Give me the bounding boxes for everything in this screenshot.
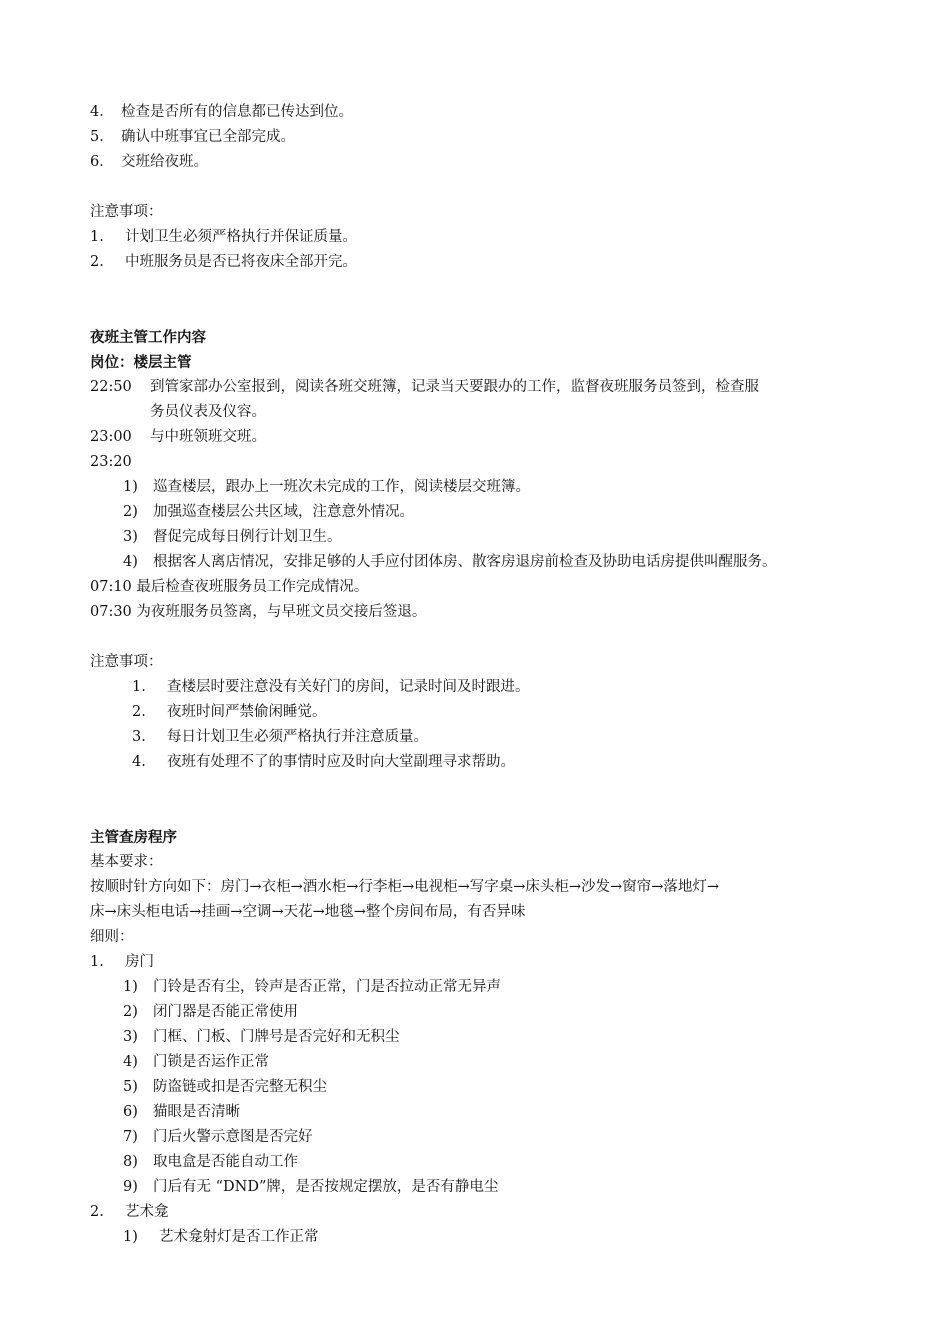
time-entry: 23:20 (90, 454, 132, 470)
note-item: 3. 每日计划卫生必须严格执行并注意质量。 (132, 729, 428, 745)
niche-check-item: 1) 艺术龛射灯是否工作正常 (123, 1229, 319, 1245)
sub-item: 3) 督促完成每日例行计划卫生。 (123, 529, 342, 545)
step-item: 5． 确认中班事宜已全部完成。 (90, 129, 295, 145)
door-check-item: 7) 门后火警示意图是否完好 (123, 1129, 313, 1145)
step-item: 6． 交班给夜班。 (90, 154, 208, 170)
time-entry: 23:00 与中班领班交班。 (90, 429, 266, 445)
note-item: 4. 夜班有处理不了的事情时应及时向大堂副理寻求帮助。 (132, 754, 515, 770)
note-item: 1. 计划卫生必须严格执行并保证质量。 (90, 229, 357, 245)
detail-item: 1. 房门 (90, 954, 154, 970)
detail-item: 2. 艺术龛 (90, 1204, 169, 1220)
section-title: 夜班主管工作内容 (90, 329, 206, 346)
requirements-text: 床→床头柜电话→挂画→空调→天花→地毯→整个房间布局，有否异味 (90, 904, 526, 920)
sub-item: 2) 加强巡查楼层公共区域，注意意外情况。 (123, 504, 414, 520)
requirements-text: 按顺时针方向如下：房门→衣柜→酒水柜→行李柜→电视柜→写字桌→床头柜→沙发→窗帘→落地灯→ (90, 879, 719, 895)
note-item: 1. 查楼层时要注意没有关好门的房间，记录时间及时跟进。 (132, 679, 530, 695)
door-check-item: 4) 门锁是否运作正常 (123, 1054, 269, 1070)
time-entry-continuation: 务员仪表及仪容。 (150, 404, 266, 420)
door-check-item: 5) 防盗链或扣是否完整无积尘 (123, 1079, 327, 1095)
step-item: 4． 检查是否所有的信息都已传达到位。 (90, 104, 353, 120)
door-check-item: 2) 闭门器是否能正常使用 (123, 1004, 298, 1020)
sub-item: 1) 巡查楼层，跟办上一班次未完成的工作，阅读楼层交班簿。 (123, 479, 530, 495)
requirements-title: 基本要求： (90, 854, 163, 870)
notes-title: 注意事项： (90, 654, 163, 670)
time-entry: 22:50 到管家部办公室报到，阅读各班交班簿，记录当天要跟办的工作，监督夜班服务员签到，检查服 (90, 379, 759, 395)
door-check-item: 9) 门后有无 “DND”牌，是否按规定摆放，是否有静电尘 (123, 1179, 499, 1195)
time-entry: 07:30 为夜班服务员签离，与早班文员交接后签退。 (90, 604, 427, 620)
sub-item: 4) 根据客人离店情况，安排足够的人手应付团体房、散客房退房前检查及协助电话房提供叫醒服务。 (123, 554, 777, 570)
door-check-item: 3) 门框、门板、门牌号是否完好和无积尘 (123, 1029, 400, 1045)
note-item: 2. 夜班时间严禁偷闲睡觉。 (132, 704, 327, 720)
door-check-item: 1) 门铃是否有尘，铃声是否正常，门是否拉动正常无异声 (123, 979, 501, 995)
door-check-item: 6) 猫眼是否清晰 (123, 1104, 240, 1120)
door-check-item: 8) 取电盒是否能自动工作 (123, 1154, 298, 1170)
section-title: 主管查房程序 (90, 829, 177, 846)
document-page (90, 100, 880, 1250)
details-title: 细则： (90, 929, 134, 945)
post-label: 岗位：楼层主管 (90, 354, 192, 371)
note-item: 2. 中班服务员是否已将夜床全部开完。 (90, 254, 357, 270)
notes-title: 注意事项： (90, 204, 163, 220)
time-entry: 07:10 最后检查夜班服务员工作完成情况。 (90, 579, 369, 595)
